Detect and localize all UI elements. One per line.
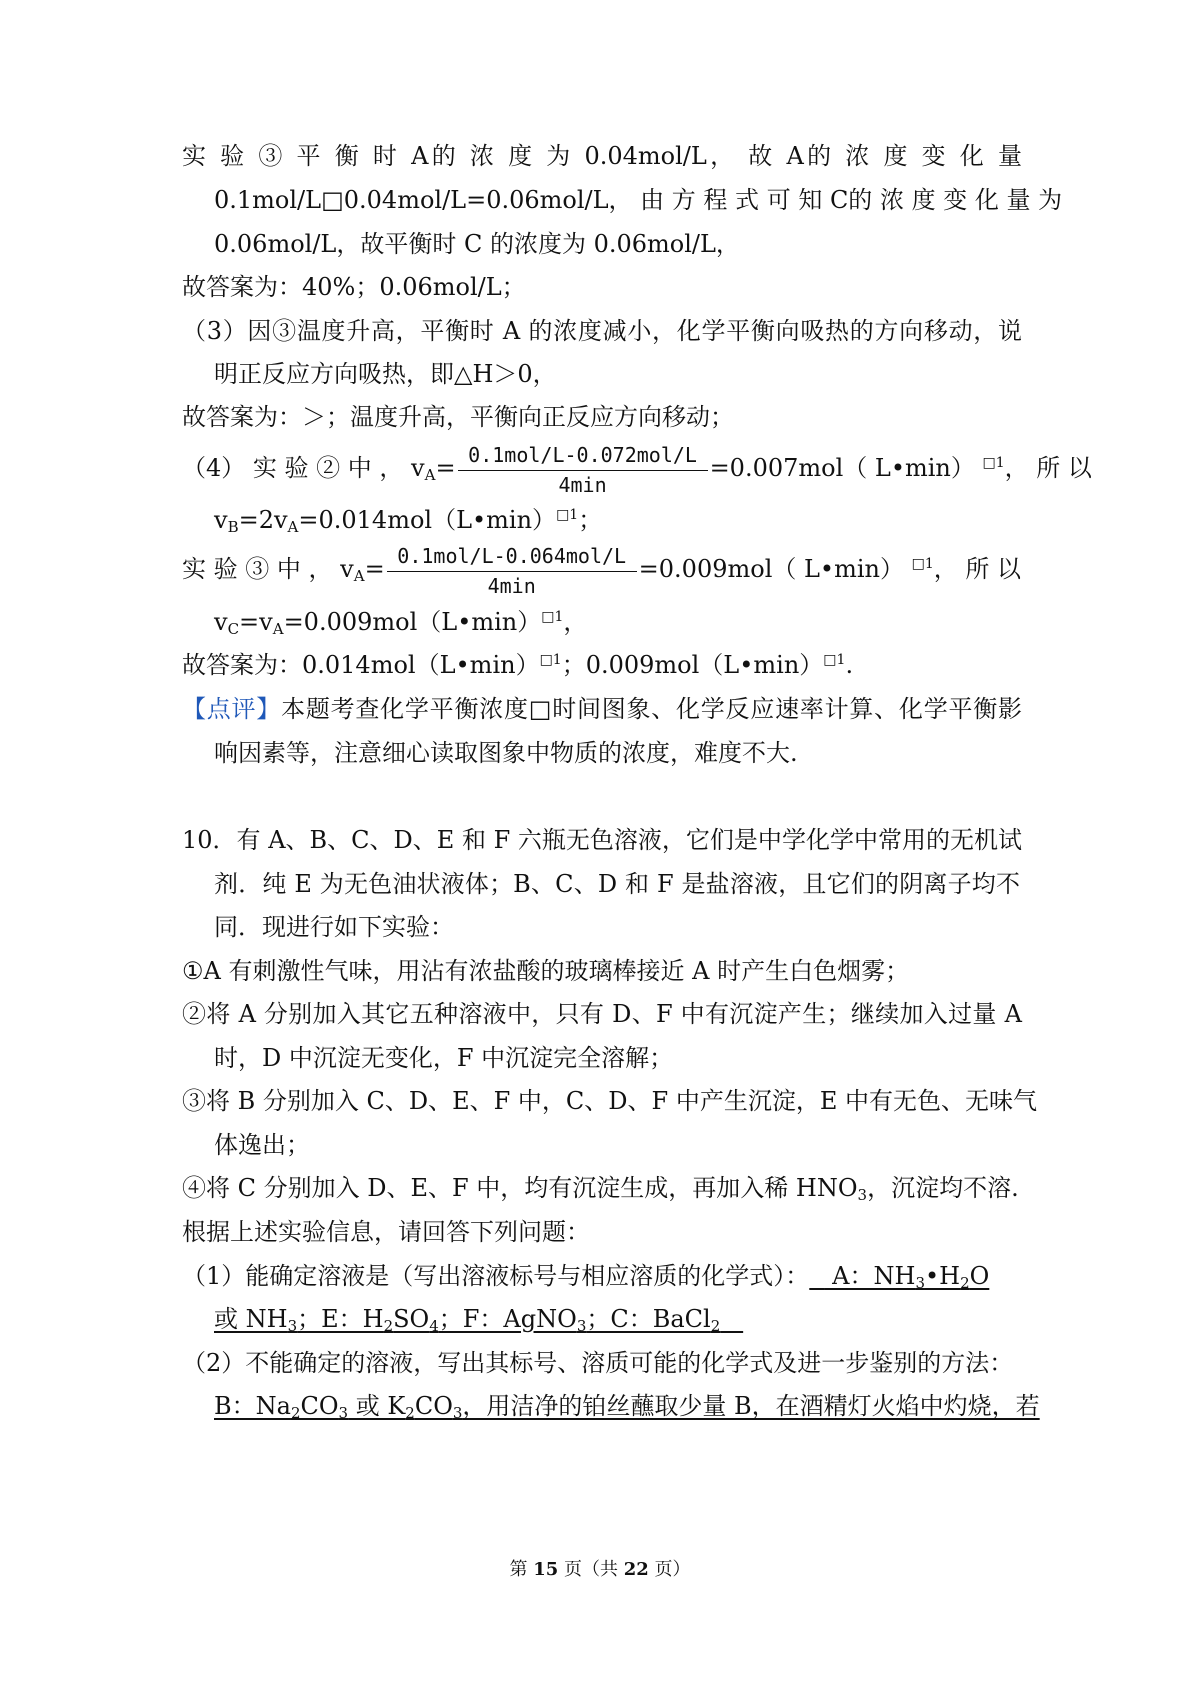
page-footer: 第 15 页（共 22 页） (509, 1559, 691, 1580)
superscript: □1 (982, 455, 1005, 471)
answer-line (214, 1389, 1040, 1423)
comment-line (182, 692, 1022, 726)
rate-line (214, 503, 1020, 537)
text-segment: 本题考查化学平衡浓度□时间图象、化学反应速率计算、化学平衡影 (281, 695, 1022, 723)
fraction-numerator: 0.1mol/L-0.064mol/L (397, 543, 627, 568)
page-number: 15 (533, 1559, 559, 1580)
text-segment: ；0.009mol（L•min） (561, 651, 824, 679)
text-segment: 故答案为：0.014mol（L•min） (182, 651, 540, 679)
superscript: □1 (823, 652, 846, 668)
subscript: C (227, 620, 240, 638)
text-segment: =0.007mol（ L•min） (709, 454, 983, 482)
text-segment: =0.014mol（L•min） (298, 506, 557, 534)
answer-line: 故答案为：＞；温度升高，平衡向正反应方向移动； (182, 403, 734, 431)
equals: = (364, 555, 385, 583)
answer-line: 故答案为：40%；0.06mol/L； (182, 273, 526, 301)
fraction (458, 441, 708, 499)
fraction-numerator: 0.1mol/L-0.072mol/L (468, 442, 697, 467)
text-segment: ， 所 以 (1004, 454, 1092, 482)
text-segment: （1）能确定溶液是（写出溶液标号与相应溶质的化学式）： (182, 1262, 810, 1290)
text-line: 体逸出； (214, 1131, 310, 1159)
question-part-2: （2）不能确定的溶液，写出其标号、溶质可能的化学式及进一步鉴别的方法： (182, 1349, 1014, 1377)
rate-formula-line (182, 437, 1092, 499)
question-line: 10．有 A、B、C、D、E 和 F 六瓶无色溶液，它们是中学化学中常用的无机试 (182, 826, 1022, 854)
symbol-v: v (214, 608, 228, 636)
answer-underlined: B：$Na_2CO_3$ 或 $K_2CO_3$，用洁净的铂丝蘸取少量 B，在酒精灯火焰中灼烧，若 (214, 1392, 1040, 1422)
text-line (182, 1171, 1022, 1205)
comment-tag: 【点评】 (182, 695, 282, 723)
text-segment: ， (563, 608, 588, 636)
text-segment: 实 验 ③ 中 ， (182, 555, 341, 583)
text-line: 实 验 ③ 平 衡 时 A的 浓 度 为 0.04mol/L， 故 A的 浓 度 变 化 量 (182, 142, 1022, 170)
text-line: 剂．纯 E 为无色油状液体；B、C、D 和 F 是盐溶液，且它们的阴离子均不 (214, 870, 1020, 898)
fraction-denominator: 4min (487, 573, 536, 598)
subscript: A (272, 620, 284, 638)
superscript: □1 (556, 507, 579, 523)
subscript: A (287, 518, 299, 536)
symbol-v: v (411, 454, 425, 482)
symbol-v: v (214, 506, 228, 534)
text-line: 0.06mol/L，故平衡时 C 的浓度为 0.06mol/L， (214, 230, 740, 258)
total-pages: 22 (623, 1559, 649, 1580)
fraction (387, 542, 637, 600)
text-line: ③将 B 分别加入 C、D、E、F 中，C、D、F 中产生沉淀，E 中有无色、无味气 (182, 1087, 1037, 1115)
answer-line (214, 1302, 1020, 1336)
text-segment: =0.009mol（ L•min） (638, 555, 912, 583)
text-line: ②将 A 分别加入其它五种溶液中，只有 D、F 中有沉淀产生；继续加入过量 A (182, 1000, 1022, 1028)
text-line: ①A 有刺激性气味，用沾有浓盐酸的玻璃棒接近 A 时产生白色烟雾； (182, 957, 910, 985)
equals: = (435, 454, 456, 482)
question-part-1 (182, 1259, 1022, 1293)
answer-underlined: 或 $NH_3$；E：$H_2SO_4$；F：AgNO$_3$；C：BaCl$_2$ (214, 1305, 721, 1335)
subscript: A (353, 567, 365, 585)
text-line: 同．现进行如下实验： (214, 913, 454, 941)
text-line: 0.1mol/L□0.04mol/L=0.06mol/L， 由 方 程 式 可 知 C的 浓 度 变 化 量 为 (214, 186, 1063, 214)
superscript: □1 (541, 609, 564, 625)
symbol-v: v (340, 555, 354, 583)
text-segment: ④将 C 分别加入 D、E、F 中，均有沉淀生成，再加入稀 HNO (182, 1174, 858, 1202)
superscript: □1 (539, 652, 562, 668)
subscript: 3 (857, 1186, 868, 1204)
text-segment: ， 所 以 (933, 555, 1022, 583)
text-segment: . (845, 651, 854, 679)
fraction-denominator: 4min (558, 472, 607, 497)
text-line: 响因素等，注意细心读取图象中物质的浓度，难度不大. (214, 739, 798, 767)
fraction-bar (387, 571, 637, 572)
text-line: 根据上述实验信息，请回答下列问题： (182, 1218, 590, 1246)
text-segment: （4） 实 验 ② 中 ， (182, 454, 412, 482)
text-segment: =0.009mol（L•min） (283, 608, 542, 636)
text-line: 时，D 中沉淀无变化，F 中沉淀完全溶解； (214, 1044, 674, 1072)
answer-line (182, 648, 1022, 682)
rate-line (214, 605, 1020, 639)
text-segment: ； (578, 506, 603, 534)
text-segment: ，沉淀均不溶. (867, 1174, 1019, 1202)
subscript: B (227, 518, 239, 536)
answer-underlined: A：$NH_3•H_2O$ (824, 1262, 990, 1292)
text-line: （3）因③温度升高，平衡时 A 的浓度减小，化学平衡向吸热的方向移动，说 (182, 317, 1022, 345)
superscript: □1 (911, 556, 934, 572)
subscript: A (424, 466, 436, 484)
text-segment: =v (239, 608, 273, 636)
text-segment: =2v (238, 506, 288, 534)
text-line: 明正反应方向吸热，即△H＞0， (214, 360, 557, 388)
fraction-bar (458, 470, 708, 471)
rate-formula-line (182, 538, 1022, 600)
